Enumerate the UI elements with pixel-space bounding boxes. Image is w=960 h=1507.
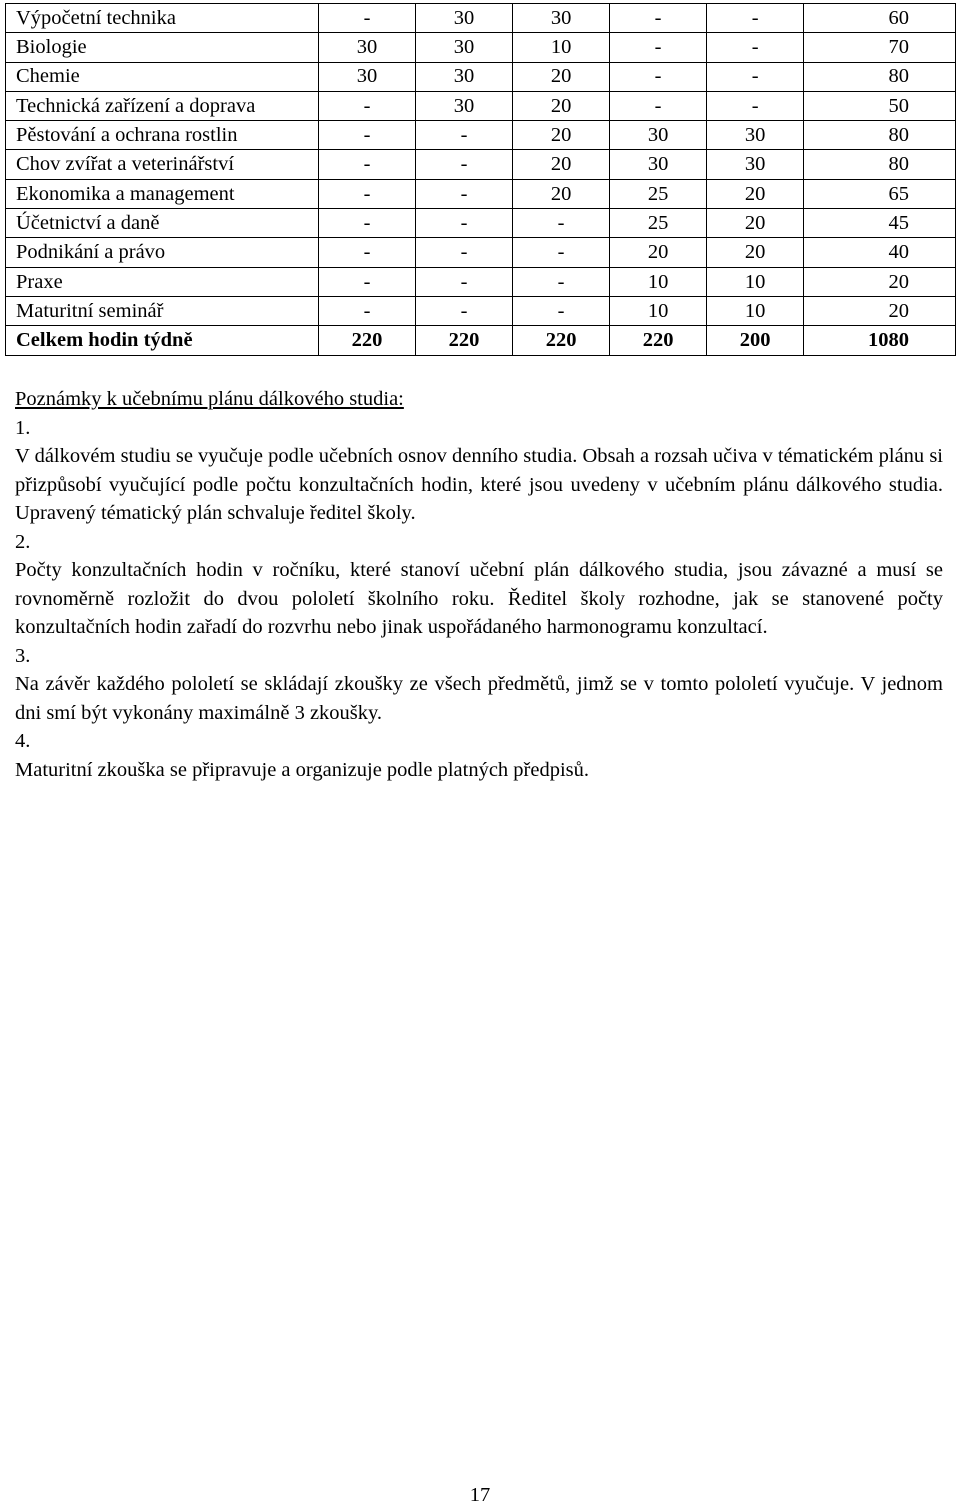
subject-name: Biologie xyxy=(6,33,319,62)
hours-cell: 10 xyxy=(707,296,804,325)
subject-name: Výpočetní technika xyxy=(6,4,319,33)
subject-name: Podnikání a právo xyxy=(6,238,319,267)
curriculum-table-body xyxy=(6,4,956,356)
subject-name: Praxe xyxy=(6,267,319,296)
hours-cell: - xyxy=(416,150,513,179)
hours-total-cell: 70 xyxy=(804,33,956,62)
hours-cell: 25 xyxy=(610,179,707,208)
hours-cell: - xyxy=(318,296,415,325)
hours-cell: 20 xyxy=(513,121,610,150)
hours-total-cell: 60 xyxy=(804,4,956,33)
hours-cell: 200 xyxy=(707,326,804,355)
hours-cell: - xyxy=(416,296,513,325)
note-text-1: V dálkovém studiu se vyučuje podle učebních osnov denního studia. Obsah a rozsah učiva v tématickém plánu si přizpůsobí vyučující podle počtu konzultačních hodin, které jsou uvedeny v učebním plánu dálkového studia. Upravený tématický plán schvaluje ředitel školy. xyxy=(15,445,943,524)
note-text-4: Maturitní zkouška se připravuje a organizuje podle platných předpisů. xyxy=(15,758,590,781)
hours-cell: 20 xyxy=(513,91,610,120)
curriculum-table xyxy=(5,3,956,356)
subject-name: Celkem hodin týdně xyxy=(6,326,319,355)
hours-cell: 20 xyxy=(610,238,707,267)
subject-name: Chov zvířat a veterinářství xyxy=(6,150,319,179)
hours-cell: 30 xyxy=(610,121,707,150)
hours-cell: - xyxy=(513,209,610,238)
hours-cell: - xyxy=(416,179,513,208)
total-row xyxy=(6,326,956,355)
hours-cell: - xyxy=(707,62,804,91)
subject-name: Pěstování a ochrana rostlin xyxy=(6,121,319,150)
hours-cell: 20 xyxy=(707,179,804,208)
hours-cell: 10 xyxy=(610,267,707,296)
table-row xyxy=(6,209,956,238)
hours-cell: - xyxy=(318,121,415,150)
hours-cell: - xyxy=(416,238,513,267)
table-row xyxy=(6,121,956,150)
hours-cell: - xyxy=(707,91,804,120)
hours-total-cell: 1080 xyxy=(804,326,956,355)
hours-cell: - xyxy=(416,267,513,296)
hours-total-cell: 50 xyxy=(804,91,956,120)
hours-cell: 220 xyxy=(513,326,610,355)
hours-cell: - xyxy=(513,238,610,267)
hours-cell: - xyxy=(416,121,513,150)
note-number-4: 4. xyxy=(15,730,31,752)
hours-cell: 30 xyxy=(610,150,707,179)
note-number-1: 1. xyxy=(15,416,31,439)
hours-total-cell: 65 xyxy=(804,179,956,208)
hours-total-cell: 20 xyxy=(804,267,956,296)
table-row xyxy=(6,267,956,296)
hours-total-cell: 80 xyxy=(804,150,956,179)
table-row xyxy=(6,238,956,267)
subject-name: Účetnictví a daně xyxy=(6,209,319,238)
hours-cell: 10 xyxy=(513,33,610,62)
notes-section xyxy=(15,385,943,784)
table-row xyxy=(6,4,956,33)
hours-cell: - xyxy=(318,150,415,179)
hours-cell: 10 xyxy=(707,267,804,296)
hours-cell: 20 xyxy=(513,179,610,208)
hours-cell: - xyxy=(318,267,415,296)
hours-total-cell: 80 xyxy=(804,121,956,150)
table-row xyxy=(6,296,956,325)
hours-total-cell: 45 xyxy=(804,209,956,238)
subject-name: Ekonomika a management xyxy=(6,179,319,208)
hours-cell: 30 xyxy=(707,121,804,150)
hours-total-cell: 40 xyxy=(804,238,956,267)
table-row xyxy=(6,91,956,120)
note-number-2: 2. xyxy=(15,530,31,553)
hours-cell: 20 xyxy=(513,62,610,91)
hours-cell: - xyxy=(610,33,707,62)
hours-cell: 30 xyxy=(318,33,415,62)
hours-cell: - xyxy=(318,238,415,267)
hours-cell: - xyxy=(707,33,804,62)
hours-total-cell: 20 xyxy=(804,296,956,325)
hours-total-cell: 80 xyxy=(804,62,956,91)
table-row xyxy=(6,179,956,208)
note-text-2: Počty konzultačních hodin v ročníku, které stanoví učební plán dálkového studia, jsou závazné a musí se rovnoměrně rozložit do dvou pololetí školního roku. Ředitel školy rozhodne, jak se stanovené počty konzultačních hodin zařadí do rozvrhu nebo jinak uspořádaného harmonogramu konzultací. xyxy=(15,559,943,638)
hours-cell: 30 xyxy=(707,150,804,179)
table-row xyxy=(6,150,956,179)
hours-cell: 30 xyxy=(416,4,513,33)
hours-cell: 25 xyxy=(610,209,707,238)
hours-cell: - xyxy=(513,296,610,325)
note-text-3: Na závěr každého pololetí se skládají zkoušky ze všech předmětů, jimž se v tomto pololetí vyučuje. V jednom dni smí být vykonány maximálně 3 zkoušky. xyxy=(15,673,943,724)
hours-cell: - xyxy=(318,4,415,33)
hours-cell: 20 xyxy=(513,150,610,179)
hours-cell: 220 xyxy=(416,326,513,355)
hours-cell: - xyxy=(416,209,513,238)
table-row xyxy=(6,33,956,62)
notes-heading: Poznámky k učebnímu plánu dálkového studia: xyxy=(15,388,404,410)
hours-cell: 30 xyxy=(416,62,513,91)
hours-cell: 20 xyxy=(707,209,804,238)
page-number: 17 xyxy=(469,1484,491,1506)
hours-cell: 30 xyxy=(318,62,415,91)
hours-cell: 30 xyxy=(416,91,513,120)
hours-cell: 30 xyxy=(416,33,513,62)
hours-cell: 220 xyxy=(610,326,707,355)
hours-cell: 20 xyxy=(707,238,804,267)
hours-cell: - xyxy=(318,209,415,238)
hours-cell: - xyxy=(610,4,707,33)
note-number-3: 3. xyxy=(15,644,31,667)
subject-name: Chemie xyxy=(6,62,319,91)
subject-name: Technická zařízení a doprava xyxy=(6,91,319,120)
hours-cell: - xyxy=(318,179,415,208)
hours-cell: 30 xyxy=(513,4,610,33)
hours-cell: - xyxy=(513,267,610,296)
subject-name: Maturitní seminář xyxy=(6,296,319,325)
hours-cell: - xyxy=(610,62,707,91)
hours-cell: - xyxy=(610,91,707,120)
hours-cell: 220 xyxy=(318,326,415,355)
hours-cell: - xyxy=(707,4,804,33)
table-row xyxy=(6,62,956,91)
hours-cell: - xyxy=(318,91,415,120)
hours-cell: 10 xyxy=(610,296,707,325)
